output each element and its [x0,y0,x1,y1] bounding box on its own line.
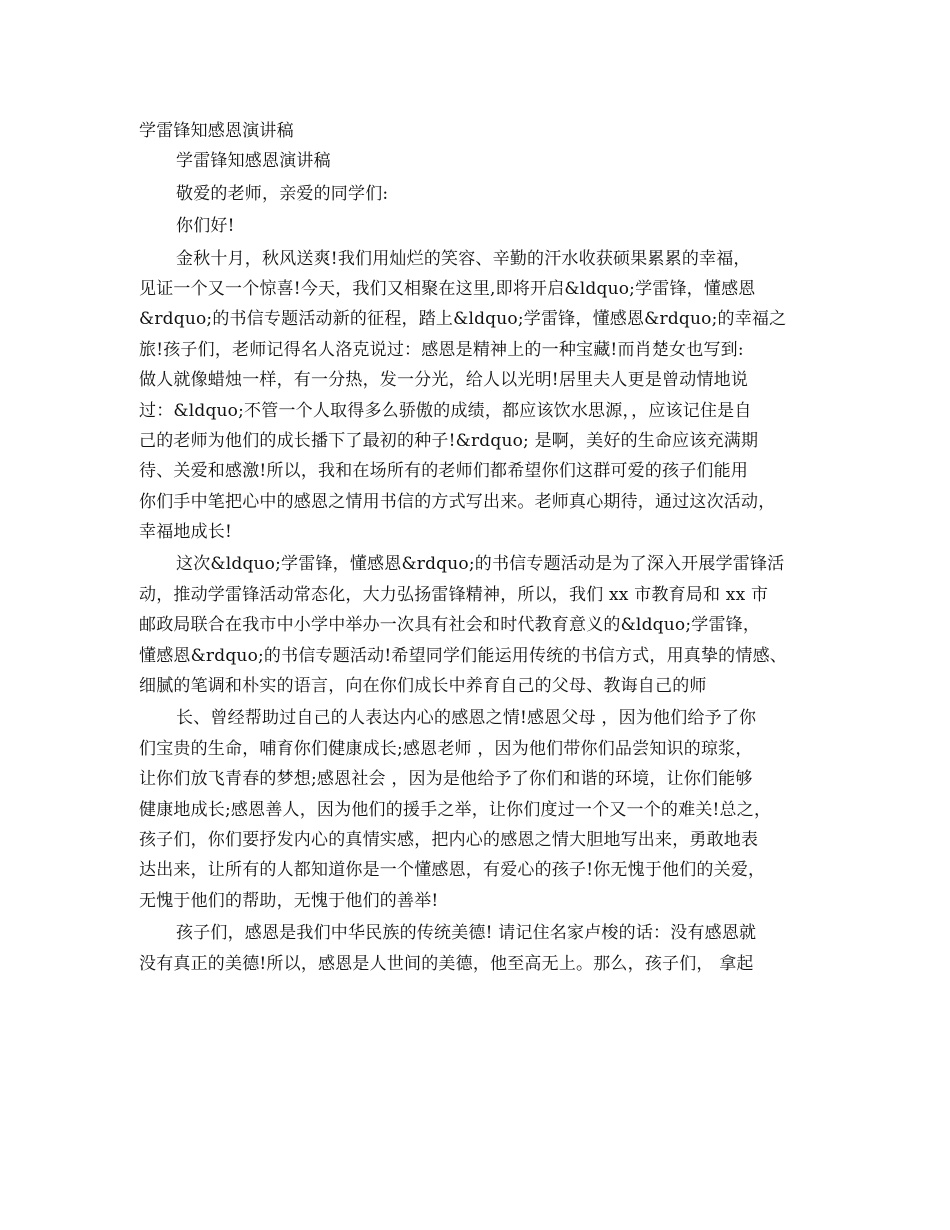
text-line: 没有真正的美德!所以，感恩是人世间的美德，他至高无上。那么，孩子们， 拿起 [139,953,754,974]
paragraph [139,703,829,916]
text-line: 你们好! [176,216,235,237]
text-line: 幸福地成长! [139,522,233,543]
paragraph [139,146,829,176]
text-line: 做人就像蜡烛一样，有一分热，发一分光，给人以光明!居里夫人更是曾动情地说 [139,370,749,391]
paragraph-list [139,146,829,979]
text-line: 待、关爱和感激!所以，我和在场所有的老师们都希望你们这群可爱的孩子们能用 [139,461,749,482]
document-body [139,116,829,981]
text-line: 金秋十月，秋风送爽!我们用灿烂的笑容、辛勤的汗水收获硕果累累的幸福， [176,248,751,269]
text-line: 达出来，让所有的人都知道你是一个懂感恩，有爱心的孩子!你无愧于他们的关爱， [139,860,766,881]
text-line: 过：&ldquo;不管一个人取得多么骄傲的成绩，都应该饮水思源，，应该记住是自 [139,400,752,421]
text-line: 旅!孩子们，老师记得名人洛克说过：感恩是精神上的一种宝藏!而肖楚女也写到: [139,339,744,360]
text-line: 敬爱的老师，亲爱的同学们: [176,183,389,204]
text-line: 让你们放飞青春的梦想;感恩社会 ，因为是他给予了你们和谐的环境，让你们能够 [139,769,753,790]
text-line: 学雷锋知感恩演讲稿 [176,151,331,172]
text-line: 动，推动学雷锋活动常态化，大力弘扬雷锋精神，所以，我们 xx 市教育局和 xx 市 [139,584,769,605]
document-title: 学雷锋知感恩演讲稿 [139,121,294,141]
text-line: 见证一个又一个惊喜!今天，我们又相聚在这里,即将开启&ldquo;学雷锋，懂感恩 [139,278,756,299]
text-line: 己的老师为他们的成长播下了最初的种子!&rdquo; 是啊，美好的生命应该充满期 [139,430,759,451]
text-line: 懂感恩&rdquo;的书信专题活动!希望同学们能运用传统的书信方式，用真挚的情感、 [139,645,787,666]
text-line: 健康地成长;感恩善人，因为他们的援手之举，让你们度过一个又一个的难关!总之， [139,799,772,820]
paragraph [139,179,829,209]
paragraph [139,549,829,701]
paragraph [139,211,829,241]
text-line: 邮政局联合在我市中小学中举办一次具有社会和时代教育意义的&ldquo;学雷锋， [139,615,761,636]
text-line: 孩子们，你们要抒发内心的真情实感，把内心的感恩之情大胆地写出来，勇敢地表 [139,829,759,850]
paragraph [139,918,829,979]
text-line: 无愧于他们的帮助，无愧于他们的善举! [139,890,439,911]
text-line: 们宝贵的生命，哺育你们健康成长;感恩老师 ，因为他们带你们品尝知识的琼浆， [139,738,753,759]
text-line: 长、曾经帮助过自己的人表达内心的感恩之情!感恩父母 ，因为他们给予了你 [176,708,757,729]
text-line: 孩子们，感恩是我们中华民族的传统美德! 请记住名家卢梭的话：没有感恩就 [176,923,757,944]
text-line: 你们手中笔把心中的感恩之情用书信的方式写出来。老师真心期待，通过这次活动， [139,491,776,512]
text-line: &rdquo;的书信专题活动新的征程，踏上&ldquo;学雷锋，懂感恩&rdquo;的幸福之 [139,309,787,330]
paragraph [139,244,829,548]
text-line: 这次&ldquo;学雷锋，懂感恩&rdquo;的书信专题活动是为了深入开展学雷锋活 [176,554,785,575]
text-line: 细腻的笔调和朴实的语言，向在你们成长中养育自己的父母、教诲自己的师 [139,676,707,697]
